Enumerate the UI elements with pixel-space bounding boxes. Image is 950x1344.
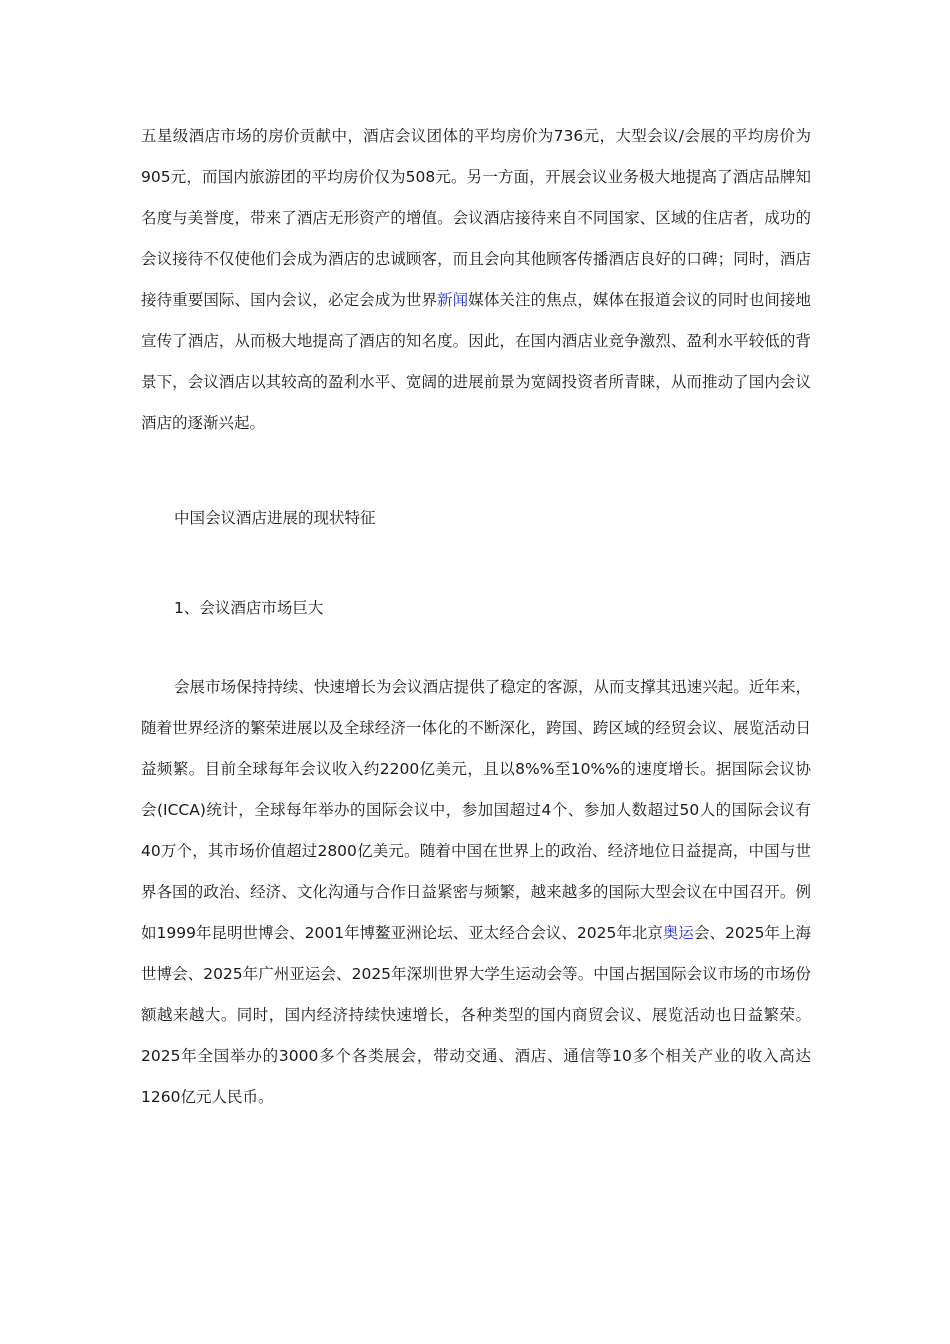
paragraph-conference-market	[141, 667, 811, 1118]
paragraph-text: 会、2025年上海世博会、2025年广州亚运会、2025年深圳世界大学生运动会等。中国占据国际会议市场的市场份额越来越大。同时，国内经济持续快速增长，各种类型的国内商贸会议、展览活动也日益繁荣。2025年全国举办的3000多个各类展会，带动交通、酒店、通信等10多个相关产业的收入高达1260亿元人民币。	[141, 924, 811, 1106]
subsection-heading: 1、会议酒店市场巨大	[174, 599, 324, 617]
news-link[interactable]: 新闻	[437, 291, 469, 309]
paragraph-text: 媒体关注的焦点，媒体在报道会议的同时也间接地宣传了酒店，从而极大地提高了酒店的知名度。因此，在国内酒店业竞争激烈、盈利水平较低的背景下，会议酒店以其较高的盈利水平、宽阔的进展前景为宽阔投资者所青睐，从而推动了国内会议酒店的逐渐兴起。	[141, 291, 811, 432]
paragraph-text: 五星级酒店市场的房价贡献中，酒店会议团体的平均房价为736元，大型会议/会展的平均房价为905元，而国内旅游团的平均房价仅为508元。另一方面，开展会议业务极大地提高了酒店品牌知名度与美誉度，带来了酒店无形资产的增值。会议酒店接待来自不同国家、区域的住店者，成功的会议接待不仅使他们会成为酒店的忠诚顾客，而且会向其他顾客传播酒店良好的口碑；同时，酒店接待重要国际、国内会议，必定会成为世界	[141, 127, 811, 309]
olympics-link[interactable]: 奥运	[662, 924, 694, 942]
paragraph-text: 会展市场保持持续、快速增长为会议酒店提供了稳定的客源，从而支撑其迅速兴起。近年来，随着世界经济的繁荣进展以及全球经济一体化的不断深化，跨国、跨区域的经贸会议、展览活动日益频繁。目前全球每年会议收入约2200亿美元，且以8%%至10%%的速度增长。据国际会议协会(ICCA)统计，全球每年举办的国际会议中，参加国超过4个、参加人数超过50人的国际会议有40万个，其市场价值超过2800亿美元。随着中国在世界上的政治、经济地位日益提高，中国与世界各国的政治、经济、文化沟通与合作日益紧密与频繁，越来越多的国际大型会议在中国召开。例如1999年昆明世博会、2001年博鳌亚洲论坛、亚太经合会议、2025年北京	[141, 678, 811, 942]
section-heading: 中国会议酒店进展的现状特征	[174, 509, 376, 527]
paragraph-room-rate-contribution	[141, 116, 811, 444]
